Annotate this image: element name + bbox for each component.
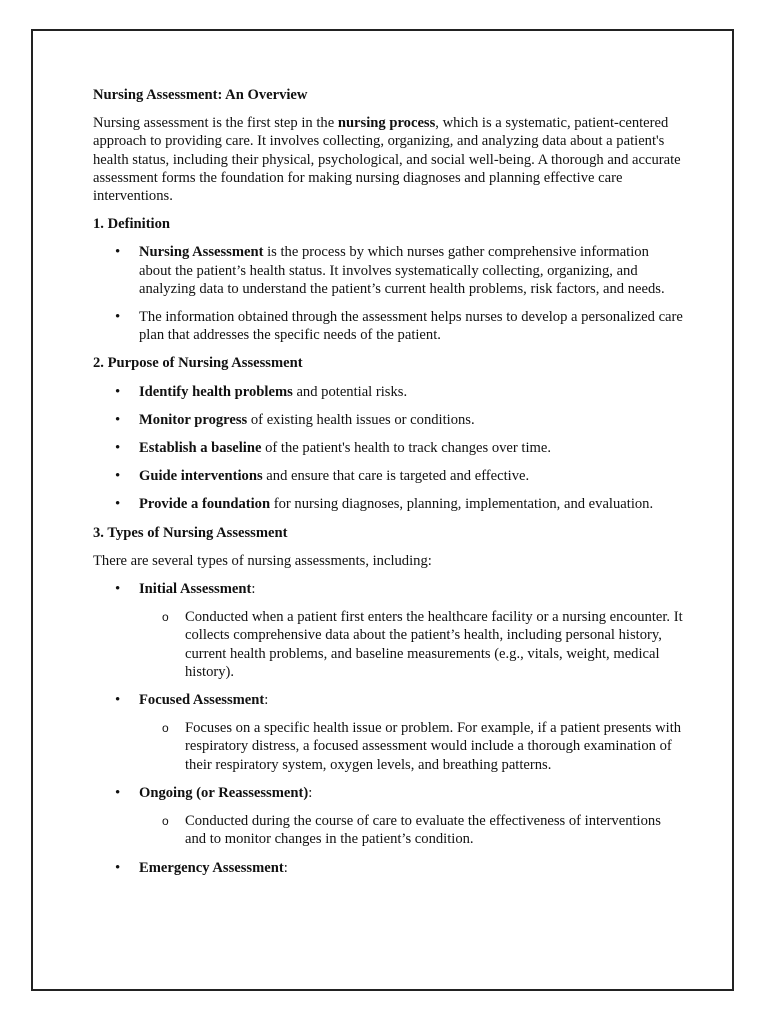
- bullet-text: The information obtained through the assessment helps nurses to develop a personalized care plan that addresses the specific needs of the patient.: [139, 309, 683, 344]
- bullet-text: for nursing diagnoses, planning, implementation, and evaluation.: [270, 496, 654, 513]
- bullet-text: is the process by which nurses gather comprehensive information about the patient’s health status. It involves systematically collecting, organizing, and analyzing data to understand the patient’s current health problems, risk factors, and needs.: [139, 244, 665, 297]
- bullet-bold-term: Identify health problems: [139, 383, 293, 400]
- types-list: [93, 580, 683, 877]
- bullet-text: of the patient's health to track changes over time.: [261, 440, 552, 457]
- sub-list-item: o Conducted during the course of care to evaluate the effectiveness of interventions and to monitor changes in the patient’s condition.: [185, 812, 683, 848]
- bullet-bold-term: Guide interventions: [139, 468, 263, 485]
- sub-list-item: o Conducted when a patient first enters the healthcare facility or a nursing encounter. It collects comprehensive data about the patient’s health, including personal history, current health problems, and baseline measurements (e.g., vitals, weight, medical history).: [185, 608, 683, 681]
- intro-paragraph: [93, 114, 683, 205]
- list-item: [139, 308, 683, 344]
- list-item: [139, 383, 683, 401]
- section-heading-types: 3. Types of Nursing Assessment: [93, 524, 288, 541]
- bullet-text: :: [264, 692, 269, 709]
- definition-list: [93, 243, 683, 344]
- types-intro: There are several types of nursing assessments, including:: [93, 552, 432, 569]
- intro-text-after: , which is a systematic, patient-centered approach to providing care. It involves collecting, organizing, and analyzing data about a patient's health status, including their physical, psychological, and social well-being. A thorough and accurate assessment forms the foundation for making nursing diagnoses and planning effective care interventions.: [93, 115, 681, 205]
- bullet-bold-term: Initial Assessment: [139, 581, 252, 598]
- document-title: Nursing Assessment: An Overview: [93, 87, 308, 103]
- list-item: [139, 691, 683, 774]
- bullet-bold-term: Ongoing (or Reassessment): [139, 784, 309, 801]
- list-item: [139, 784, 683, 849]
- bullet-text: :: [308, 784, 313, 801]
- intro-bold-term: nursing process: [337, 115, 436, 132]
- section-heading-definition: 1. Definition: [93, 216, 171, 233]
- sub-list: [139, 812, 683, 848]
- list-item: [139, 580, 683, 681]
- bullet-text: and ensure that care is targeted and effective.: [262, 468, 530, 485]
- bullet-text: :: [283, 859, 288, 876]
- bullet-bold-term: Emergency Assessment: [139, 859, 284, 876]
- bullet-text: of existing health issues or conditions.: [247, 411, 475, 428]
- document-body: [93, 86, 683, 887]
- bullet-text: :: [251, 581, 256, 598]
- sub-list: [139, 608, 683, 681]
- list-item: [139, 495, 683, 513]
- section-heading-purpose: 2. Purpose of Nursing Assessment: [93, 355, 303, 372]
- list-item: [139, 467, 683, 485]
- purpose-list: [93, 383, 683, 514]
- bullet-bold-term: Monitor progress: [139, 411, 248, 428]
- intro-text-before: Nursing assessment is the first step in the: [93, 115, 338, 132]
- list-item: [139, 859, 683, 877]
- bullet-bold-term: Provide a foundation: [139, 496, 271, 513]
- bullet-bold-term: Establish a baseline: [139, 440, 262, 457]
- bullet-bold-term: Nursing Assessment: [139, 244, 264, 261]
- bullet-text: and potential risks.: [292, 383, 408, 400]
- list-item: [139, 243, 683, 298]
- sub-list-item: o Focuses on a specific health issue or problem. For example, if a patient presents with respiratory distress, a focused assessment would include a thorough examination of their respiratory system, oxygen levels, and breathing patterns.: [185, 719, 683, 774]
- list-item: [139, 439, 683, 457]
- list-item: [139, 411, 683, 429]
- sub-list: [139, 719, 683, 774]
- bullet-bold-term: Focused Assessment: [139, 692, 265, 709]
